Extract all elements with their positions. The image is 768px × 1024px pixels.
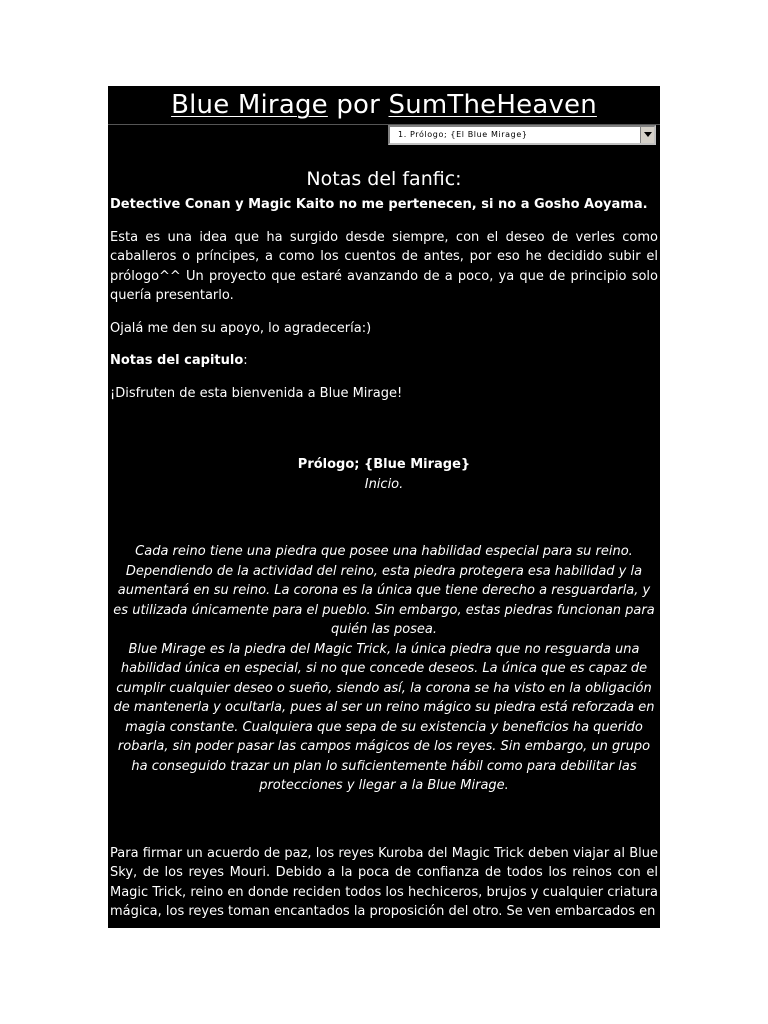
author-link[interactable]: SumTheHeaven [388,90,597,120]
story-title-link[interactable]: Blue Mirage [171,90,328,120]
chevron-down-icon[interactable] [640,127,654,143]
chapter-notes-text: ¡Disfruten de esta bienvenida a Blue Mirage! [110,385,403,401]
story-body [110,195,658,922]
chapter-title: Prólogo; {Blue Mirage} [297,457,471,472]
notes-paragraph: Esta es una idea que ha surgido desde siempre, con el deseo de verles como caballeros o príncipes, a como los cuentos de antes, por eso he decidido subir el prólogo^^ Un proyecto que estaré avanzando de a poco, ya que de principio solo quería presentarlo. [110,229,658,303]
intro-paragraph: Blue Mirage es la piedra del Magic Trick, la única piedra que no resguarda una habilidad única en especial, si no que concede deseos. La única que es capaz de cumplir cualquier deseo o sueño, siendo así, la corona se ha visto en la obligación de mantenerla y ocultarla, pues al ser un reino mágico su piedra está reforzada en magia constante. Cualquiera que sepa de su existencia y beneficios ha querido robarla, sin poder pasar las campos mágicos de los reyes. Sin embargo, un grupo ha conseguido trazar un plan lo suficientemente hábil como para debilitar las protecciones y llegar a la Blue Mirage. [113,641,655,793]
chapter-subtitle: Inicio. [364,476,404,492]
notes-paragraph: Ojalá me den su apoyo, lo agradecería:) [110,320,372,336]
chapter-select-value: 1. Prólogo; {El Blue Mirage} [398,130,528,139]
story-paragraph: Para firmar un acuerdo de paz, los reyes Kuroba del Magic Trick deben viajar al Blue Sky, de los reyes Mouri. Debido a la poca de confianza de todos los reinos con el Magic Trick, reino en donde reciden todos los hechiceros, brujos y cualquier criatura mágica, los reyes toman encantados la proposición del otro. Se ven embarcados en [110,845,658,919]
notes-heading: Notas del fanfic: [306,168,462,190]
fanfic-page [108,86,660,928]
chapter-notes-label-row [110,351,658,371]
by-word: por [336,90,381,120]
chapter-notes-colon: : [243,353,248,368]
story-header [108,86,660,124]
chapter-notes-label: Notas del capitulo [110,353,244,368]
intro-paragraph: Cada reino tiene una piedra que posee una habilidad especial para su reino. Dependiendo de la actividad del reino, esta piedra protegera esa habilidad y la aumentará en su reino. La corona es la única que tiene derecho a resguardarla, y es utilizada únicamente para el pueblo. Sin embargo, estas piedras funcionan para quién las posea. [113,544,655,637]
chapter-select[interactable] [388,125,656,145]
disclaimer: Detective Conan y Magic Kaito no me pertenecen, si no a Gosho Aoyama. [110,197,648,212]
